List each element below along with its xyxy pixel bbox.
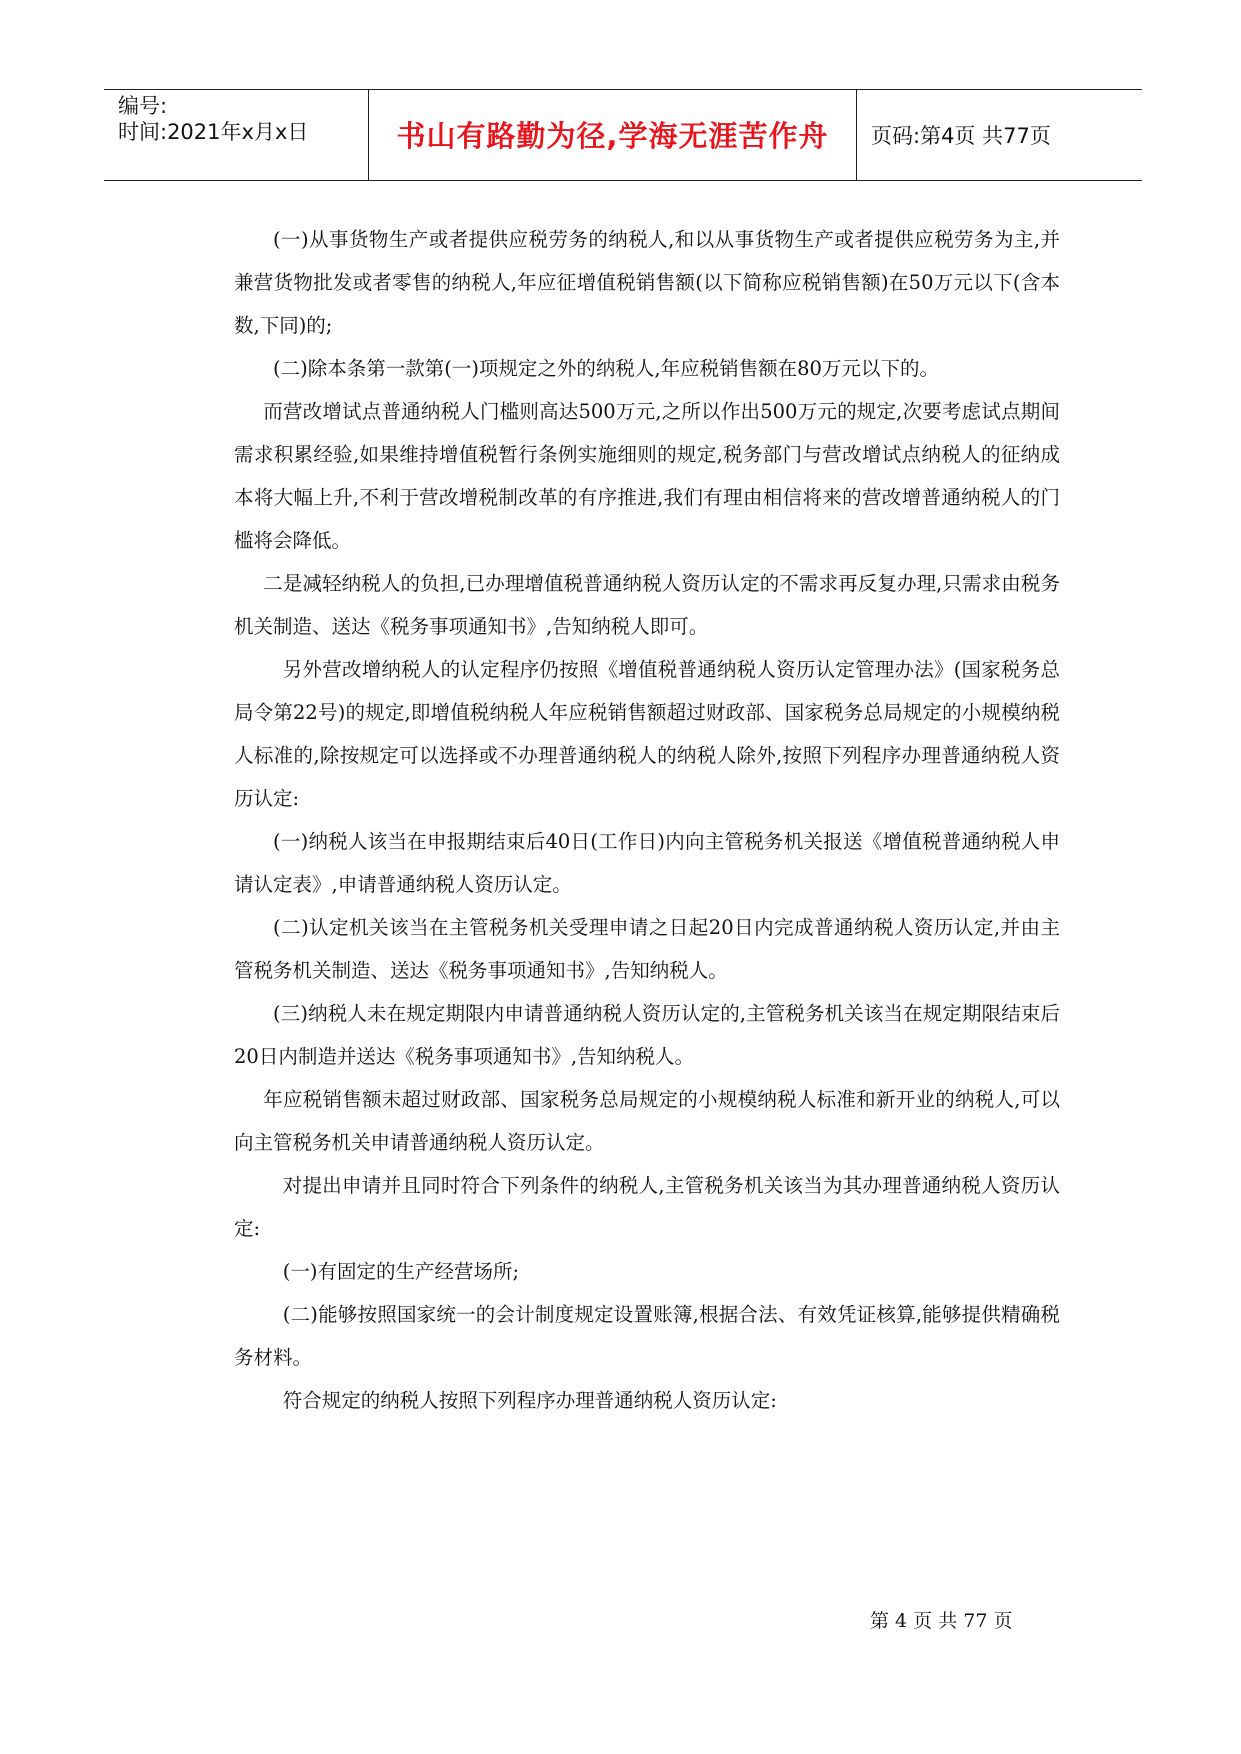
document-code-label: 编号: — [118, 94, 168, 118]
header-page-number: 页码:第4页 共77页 — [871, 124, 1051, 148]
footer-page-number: 第 4 页 共 77 页 — [870, 1610, 1013, 1632]
document-body — [234, 218, 1060, 1422]
paragraph: 对提出申请并且同时符合下列条件的纳税人,主管税务机关该当为其办理普通纳税人资历认定: — [234, 1174, 1060, 1240]
paragraph: 二是减轻纳税人的负担,已办理增值税普通纳税人资历认定的不需求再反复办理,只需求由税务机关制造、送达《税务事项通知书》,告知纳税人即可。 — [234, 572, 1060, 638]
page-header — [104, 89, 1142, 181]
paragraph: 而营改增试点普通纳税人门槛则高达500万元,之所以作出500万元的规定,次要考虑试点期间需求积累经验,如果维持增值税暂行条例实施细则的规定,税务部门与营改增试点纳税人的征纳成本将大幅上升,不利于营改增税制改革的有序推进,我们有理由相信将来的营改增普通纳税人的门槛将会降低。 — [234, 400, 1060, 552]
paragraph: 年应税销售额未超过财政部、国家税务总局规定的小规模纳税人标准和新开业的纳税人,可以向主管税务机关申请普通纳税人资历认定。 — [234, 1088, 1060, 1154]
paragraph: 符合规定的纳税人按照下列程序办理普通纳税人资历认定: — [282, 1389, 777, 1412]
paragraph: (一)有固定的生产经营场所; — [282, 1260, 520, 1283]
header-page-cell — [857, 90, 1142, 180]
header-motto: 书山有路勤为径,学海无涯苦作舟 — [396, 119, 829, 153]
paragraph: 另外营改增纳税人的认定程序仍按照《增值税普通纳税人资历认定管理办法》(国家税务总局令第22号)的规定,即增值税纳税人年应税销售额超过财政部、国家税务总局规定的小规模纳税人标准的,除按规定可以选择或不办理普通纳税人的纳税人除外,按照下列程序办理普通纳税人资历认定: — [234, 658, 1060, 810]
paragraph: (二)认定机关该当在主管税务机关受理申请之日起20日内完成普通纳税人资历认定,并由主管税务机关制造、送达《税务事项通知书》,告知纳税人。 — [234, 916, 1060, 982]
header-meta-cell — [104, 90, 369, 180]
paragraph: (二)除本条第一款第(一)项规定之外的纳税人,年应税销售额在80万元以下的。 — [273, 357, 939, 380]
document-time-label: 时间:2021年x月x日 — [118, 120, 309, 144]
header-motto-cell — [369, 90, 857, 180]
paragraph: (一)纳税人该当在申报期结束后40日(工作日)内向主管税务机关报送《增值税普通纳税人申请认定表》,申请普通纳税人资历认定。 — [234, 830, 1060, 896]
paragraph: (二)能够按照国家统一的会计制度规定设置账簿,根据合法、有效凭证核算,能够提供精确税务材料。 — [234, 1303, 1060, 1369]
paragraph: (一)从事货物生产或者提供应税劳务的纳税人,和以从事货物生产或者提供应税劳务为主,并兼营货物批发或者零售的纳税人,年应征增值税销售额(以下简称应税销售额)在50万元以下(含本数,下同)的; — [234, 228, 1060, 337]
paragraph: (三)纳税人未在规定期限内申请普通纳税人资历认定的,主管税务机关该当在规定期限结束后20日内制造并送达《税务事项通知书》,告知纳税人。 — [234, 1002, 1060, 1068]
